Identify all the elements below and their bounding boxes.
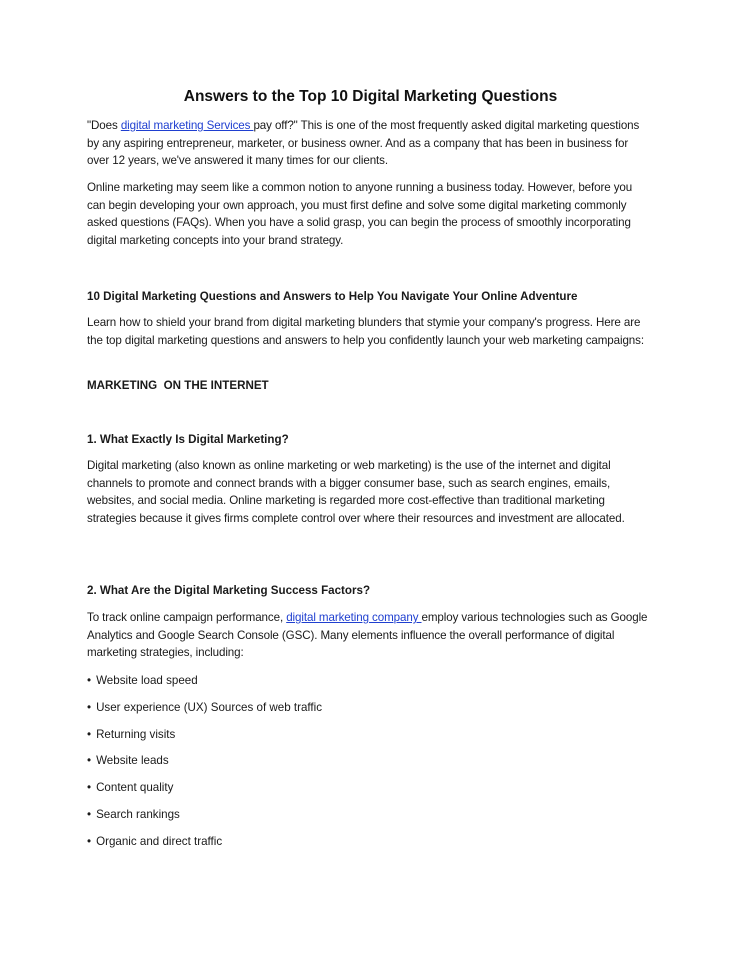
list-item bbox=[87, 726, 175, 743]
list-item-text: Returning visits bbox=[96, 728, 176, 741]
question-2-answer bbox=[87, 609, 653, 662]
online-marketing-paragraph: Online marketing may seem like a common notion to anyone running a business today. However, before you can begin developing your own approach, you must first define and solve some digital marketing commonly asked questions (FAQs). When you have a solid grasp, you can begin the process of smoothly incorporating digital marketing concepts into your brand strategy. bbox=[87, 181, 633, 248]
list-item bbox=[87, 672, 198, 689]
list-item-text: Website load speed bbox=[96, 674, 198, 687]
list-item-text: Website leads bbox=[96, 754, 169, 767]
section-heading: 10 Digital Marketing Questions and Answers to Help You Navigate Your Online Adventure bbox=[87, 290, 578, 303]
document-title: Answers to the Top 10 Digital Marketing Questions bbox=[183, 88, 558, 105]
question-1-answer: Digital marketing (also known as online marketing or web marketing) is the use of the internet and digital channels to promote and connect brands with a bigger consumer base, such as search engines, emails, websites, and social media. Online marketing is regarded more cost-effective than traditional marketing strategies because it gives firms complete control over where their resources and investment are allocated. bbox=[87, 459, 625, 526]
bullet-icon: • bbox=[87, 674, 92, 687]
digital-marketing-services-link[interactable]: digital marketing Services bbox=[120, 119, 254, 132]
q2-text-end: employ various technologies such as Google Analytics and Google Search Console (GSC). Many elements influence the overall performance of digital marketing strategies, including: bbox=[87, 611, 648, 660]
list-item bbox=[87, 779, 173, 796]
question-2-heading: 2. What Are the Digital Marketing Success Factors? bbox=[87, 584, 371, 597]
intro-text-end: pay off?" This is one of the most frequently asked digital marketing questions by any aspiring entrepreneur, marketer, or business owner. And as a company that has been in business for over 12 years, we've answered it many times for our clients. bbox=[87, 119, 640, 168]
list-item bbox=[87, 752, 169, 769]
question-1-heading: 1. What Exactly Is Digital Marketing? bbox=[87, 433, 289, 446]
list-item bbox=[87, 833, 222, 850]
marketing-subheading: MARKETING ON THE INTERNET bbox=[87, 379, 269, 392]
list-item-text: User experience (UX) Sources of web traffic bbox=[96, 701, 323, 714]
bullet-icon: • bbox=[87, 754, 92, 767]
bullet-icon: • bbox=[87, 728, 92, 741]
q2-text-start: To track online campaign performance, bbox=[87, 611, 287, 624]
intro-paragraph bbox=[87, 117, 653, 170]
bullet-icon: • bbox=[87, 781, 92, 794]
list-item bbox=[87, 699, 322, 716]
list-item-text: Search rankings bbox=[96, 808, 180, 821]
digital-marketing-company-link[interactable]: digital marketing company bbox=[286, 611, 422, 624]
list-item-text: Content quality bbox=[96, 781, 174, 794]
intro-text-start: "Does bbox=[87, 119, 121, 132]
list-item-text: Organic and direct traffic bbox=[96, 835, 223, 848]
bullet-icon: • bbox=[87, 701, 92, 714]
bullet-icon: • bbox=[87, 835, 92, 848]
section-paragraph: Learn how to shield your brand from digital marketing blunders that stymie your company's progress. Here are the top digital marketing questions and answers to help you confidently launch your web marketing campaigns: bbox=[87, 316, 644, 347]
list-item bbox=[87, 806, 180, 823]
bullet-icon: • bbox=[87, 808, 92, 821]
